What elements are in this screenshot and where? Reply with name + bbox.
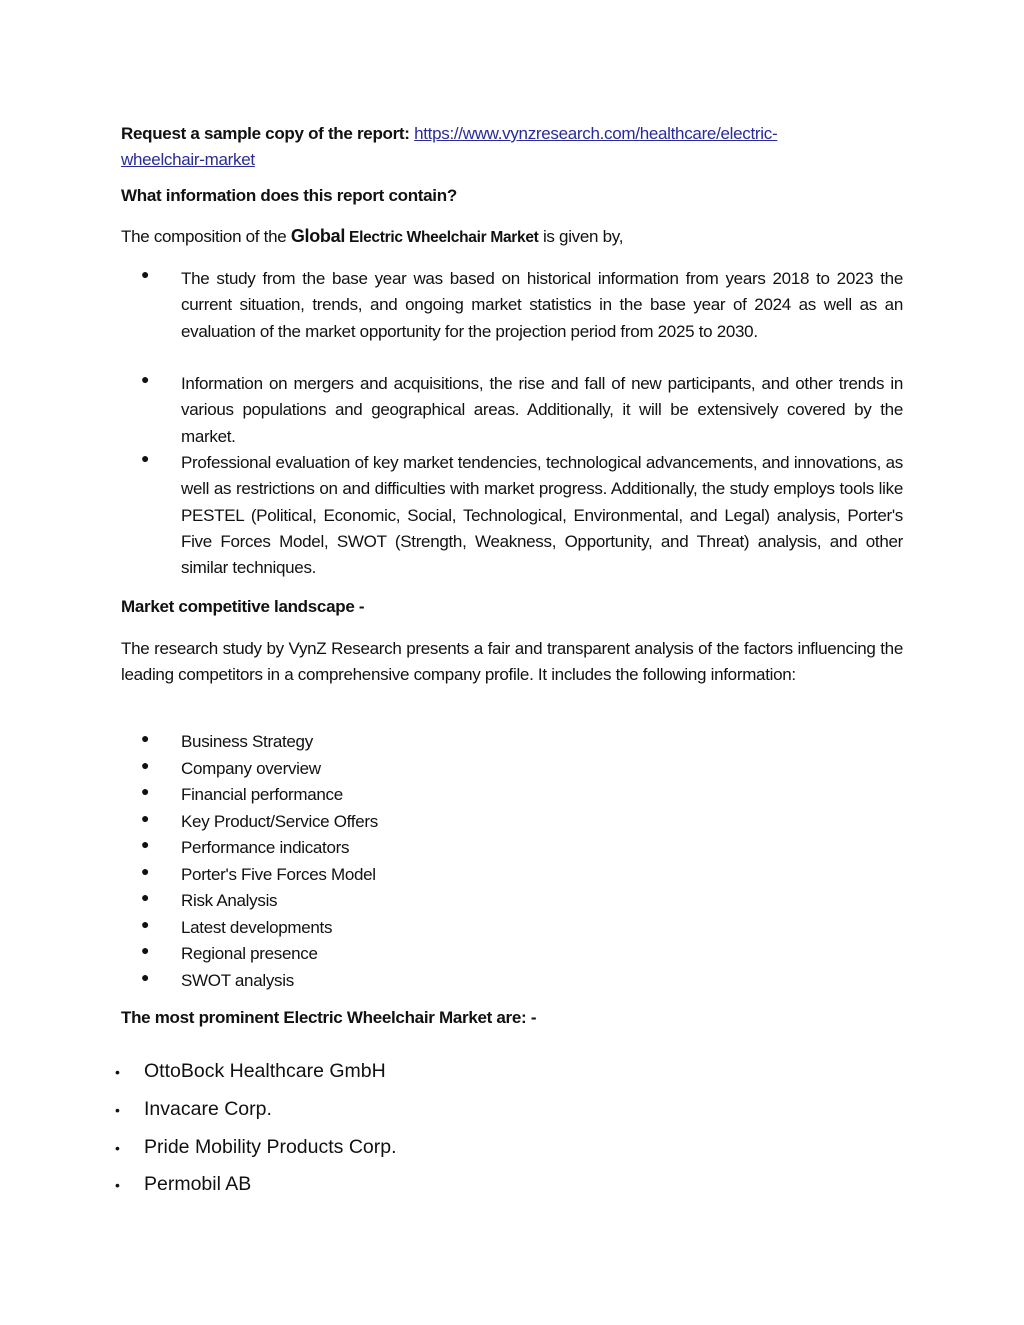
request-sample-paragraph bbox=[121, 121, 903, 173]
landscape-item-text: Company overview bbox=[181, 758, 321, 778]
bullet-icon: ● bbox=[141, 371, 150, 387]
bullet-icon: ● bbox=[141, 915, 150, 932]
composition-bold-market: Electric Wheelchair Market bbox=[345, 229, 539, 246]
landscape-item-text: SWOT analysis bbox=[181, 970, 294, 990]
info-heading: What information does this report contain? bbox=[121, 186, 457, 205]
landscape-item-text: Regional presence bbox=[181, 944, 318, 963]
bullet-icon: • bbox=[115, 1064, 120, 1080]
bullet-icon: ● bbox=[141, 450, 150, 466]
landscape-item-text: Business Strategy bbox=[181, 732, 313, 751]
composition-prefix: The composition of the bbox=[121, 227, 291, 246]
report-bullet-text: The study from the base year was based on historical information from years 2018 to 2023 the current situation, trends, and ongoing market statistics in the base year of 2024 as well as an evaluation of the market opportunity for the projection period from 2025 to 2030. bbox=[181, 269, 903, 341]
landscape-item-text: Risk Analysis bbox=[181, 891, 278, 910]
bullet-icon: ● bbox=[141, 836, 150, 852]
landscape-item-text: Latest developments bbox=[181, 917, 333, 937]
company-name: OttoBock Healthcare GmbH bbox=[144, 1060, 386, 1082]
company-name: Permobil AB bbox=[144, 1173, 252, 1195]
report-bullet-text: Information on mergers and acquisitions, the rise and fall of new participants, and other trends in various populations and geographical areas. Additionally, it will be extensively covered by the market. bbox=[181, 374, 903, 446]
prominent-heading: The most prominent Electric Wheelchair Market are: - bbox=[121, 1008, 537, 1027]
report-link[interactable]: https://www.vynzresearch.com/healthcare/electric- wheelchair-market bbox=[121, 124, 778, 169]
bullet-icon: • bbox=[115, 1140, 120, 1156]
company-name: Pride Mobility Products Corp. bbox=[144, 1136, 397, 1158]
bullet-icon: ● bbox=[141, 266, 150, 282]
bullet-icon: ● bbox=[141, 889, 150, 905]
landscape-paragraph: The research study by VynZ Research presents a fair and transparent analysis of the factors influencing the leading competitors in a comprehensive company profile. It includes the following information: bbox=[121, 639, 903, 685]
bullet-icon: ● bbox=[141, 862, 150, 879]
bullet-icon: ● bbox=[141, 730, 150, 746]
bullet-icon: ● bbox=[141, 809, 150, 826]
bullet-icon: ● bbox=[141, 968, 150, 985]
landscape-item-text: Porter's Five Forces Model bbox=[181, 864, 376, 884]
landscape-item-text: Performance indicators bbox=[181, 838, 350, 857]
bullet-icon: • bbox=[115, 1102, 120, 1118]
bullet-icon: ● bbox=[141, 756, 150, 773]
landscape-heading: Market competitive landscape - bbox=[121, 597, 365, 616]
landscape-item-text: Financial performance bbox=[181, 785, 343, 804]
bullet-icon: ● bbox=[141, 942, 150, 958]
composition-suffix: is given by, bbox=[538, 227, 624, 246]
report-bullet-text: Professional evaluation of key market tendencies, technological advancements, and innovations, as well as restrictions on and difficulties with market progress. Additionally, the study employs tools like PESTEL (Political, Economic, Social, Technological, Environmental, and Legal) analysis, Porter's Five Forces Model, SWOT (Strength, Weakness, Opportunity, and Threat) analysis, and other similar techniques. bbox=[181, 453, 903, 578]
bullet-icon: ● bbox=[141, 783, 150, 799]
request-sample-label: Request a sample copy of the report: bbox=[121, 124, 410, 143]
composition-bold-global: Global bbox=[290, 226, 346, 246]
landscape-item-text: Key Product/Service Offers bbox=[181, 811, 378, 831]
bullet-icon: • bbox=[115, 1177, 120, 1193]
company-name: Invacare Corp. bbox=[144, 1098, 272, 1120]
composition-paragraph bbox=[121, 226, 623, 247]
